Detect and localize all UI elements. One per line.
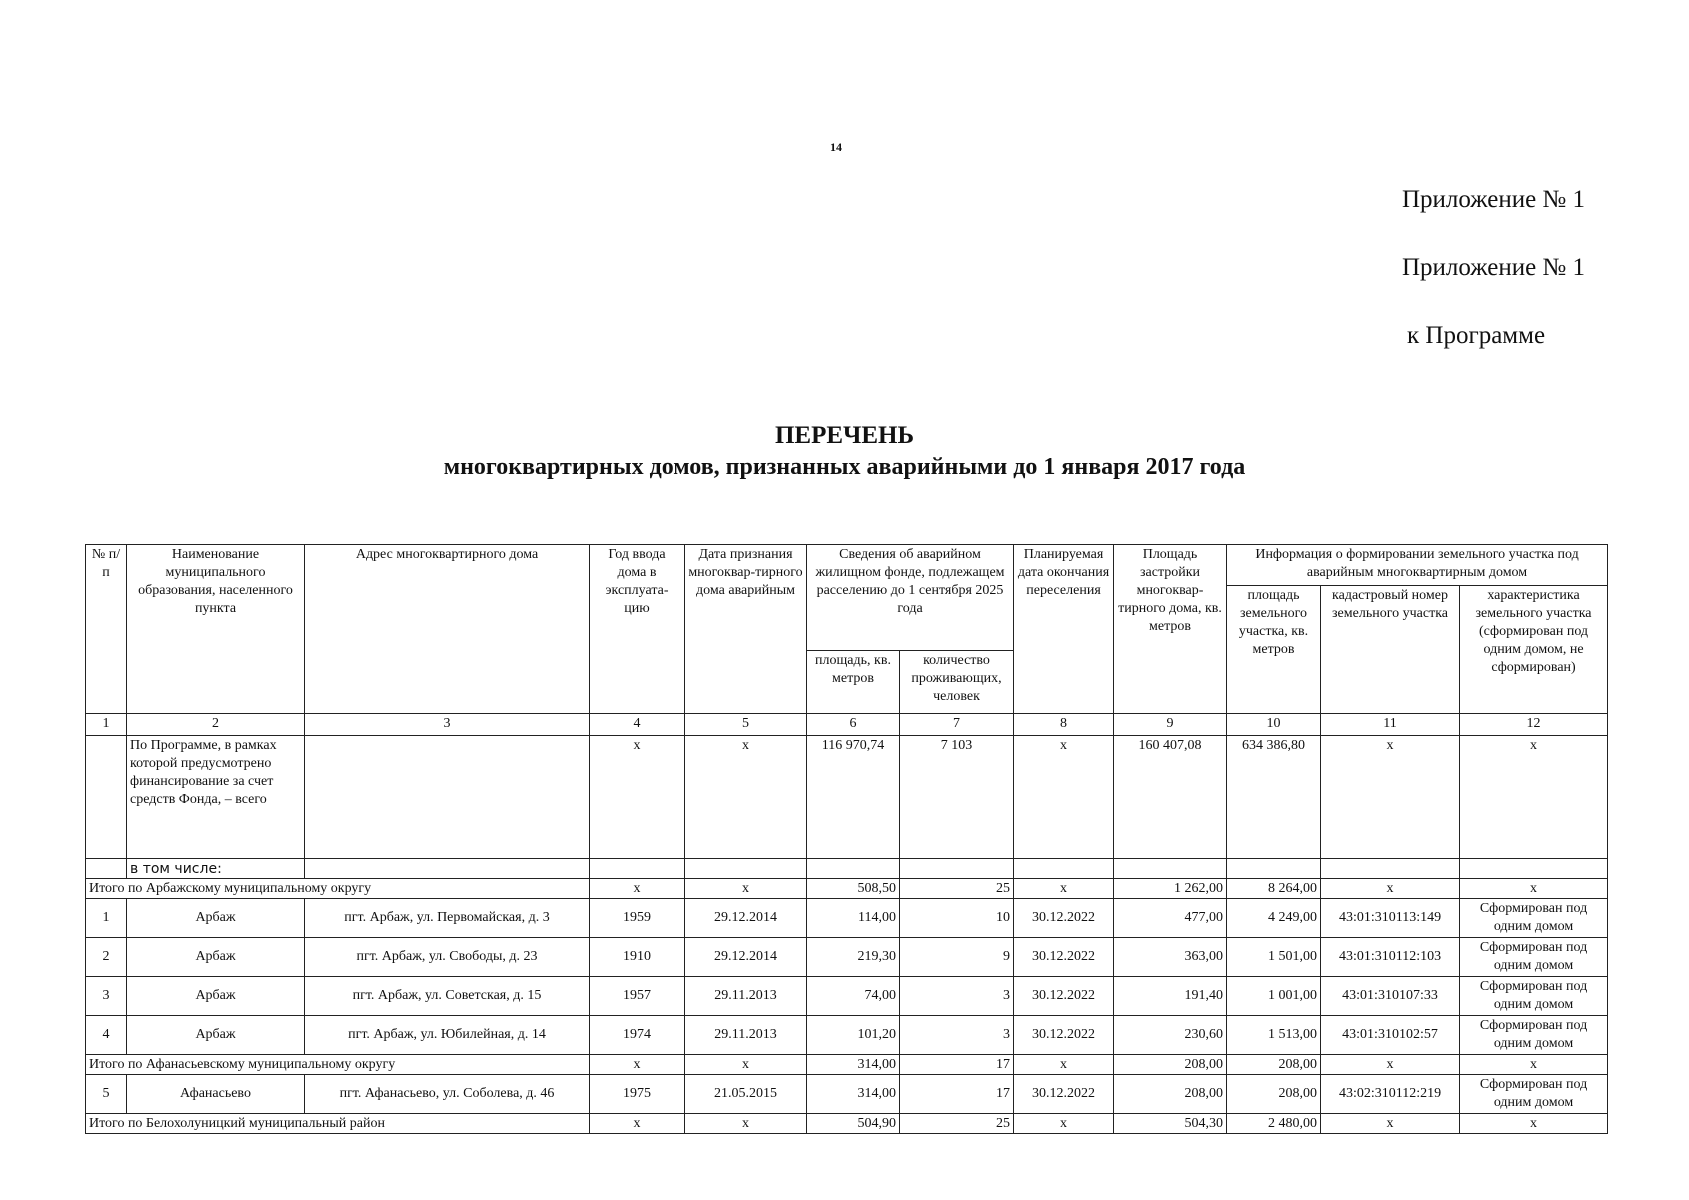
table-row [86,1016,1608,1055]
row-year: 1910 [590,938,685,977]
document-subtitle: многоквартирных домов, признанных аварийными до 1 января 2017 года [443,454,1246,480]
program-name: По Программе, в рамках которой предусмотрено финансирование за счет средств Фонда, – всего [127,736,305,859]
column-number: 1 [86,714,127,736]
row-land-area: 4 249,00 [1227,899,1321,938]
program-area: 116 970,74 [807,736,900,859]
page-number: 14 [830,140,842,154]
header-number: № п/п [86,545,127,714]
header-municipality: Наименование муниципального образования, населенного пункта [127,545,305,714]
row-settlement: Арбаж [127,977,305,1016]
row-characteristic: Сформирован под одним домом [1460,1016,1608,1055]
header-recognition-date: Дата признания многоквар-тирного дома аварийным [685,545,807,714]
row-cadastre: 43:02:310112:219 [1321,1075,1460,1114]
annex-label-2: Приложение № 1 [1402,254,1586,281]
row-people: 9 [900,938,1014,977]
row-date: 29.12.2014 [685,938,807,977]
row-plan-date: 30.12.2022 [1014,938,1114,977]
empty-cell [1114,859,1227,879]
total-people: 25 [900,879,1014,899]
column-number: 12 [1460,714,1608,736]
total-plan-date: х [1014,879,1114,899]
program-cadastre: х [1321,736,1460,859]
row-year: 1957 [590,977,685,1016]
row-settlement: Арбаж [127,1016,305,1055]
total-land-area: 2 480,00 [1227,1114,1321,1134]
header-year: Год ввода дома в эксплуата-цию [590,545,685,714]
total-area: 314,00 [807,1055,900,1075]
row-number: 5 [86,1075,127,1114]
total-cadastre: х [1321,879,1460,899]
column-number: 9 [1114,714,1227,736]
total-characteristic: х [1460,1114,1608,1134]
total-plan-date: х [1014,1114,1114,1134]
document-title: ПЕРЕЧЕНЬ [774,422,915,449]
row-area: 314,00 [807,1075,900,1114]
group-total-label: Итого по Белохолуницкий муниципальный район [86,1114,590,1134]
row-settlement: Арбаж [127,938,305,977]
row-land-area: 1 513,00 [1227,1016,1321,1055]
empty-cell [1321,859,1460,879]
row-settlement: Афанасьево [127,1075,305,1114]
total-date: х [685,1114,807,1134]
empty-cell [807,859,900,879]
program-land-area: 634 386,80 [1227,736,1321,859]
column-number-row [86,714,1608,736]
table-row [86,899,1608,938]
row-cadastre: 43:01:310107:33 [1321,977,1460,1016]
row-address: пгт. Арбаж, ул. Юбилейная, д. 14 [305,1016,590,1055]
column-number: 5 [685,714,807,736]
row-plan-date: 30.12.2022 [1014,977,1114,1016]
total-date: х [685,1055,807,1075]
group-total-row [86,879,1608,899]
row-number: 2 [86,938,127,977]
header-cadastre: кадастровый номер земельного участка [1321,586,1460,714]
program-date: х [685,736,807,859]
row-year: 1959 [590,899,685,938]
row-characteristic: Сформирован под одним домом [1460,977,1608,1016]
row-plan-date: 30.12.2022 [1014,1075,1114,1114]
row-build-area: 230,60 [1114,1016,1227,1055]
row-people: 17 [900,1075,1014,1114]
header-people: количество проживающих, человек [900,651,1014,714]
total-land-area: 208,00 [1227,1055,1321,1075]
total-year: х [590,1055,685,1075]
empty-cell [1227,859,1321,879]
row-address: пгт. Афанасьево, ул. Соболева, д. 46 [305,1075,590,1114]
including-number [86,859,127,879]
row-area: 114,00 [807,899,900,938]
row-people: 3 [900,977,1014,1016]
total-land-area: 8 264,00 [1227,879,1321,899]
header-characteristic: характеристика земельного участка (сформирован под одним домом, не сформирован) [1460,586,1608,714]
row-date: 29.12.2014 [685,899,807,938]
column-number: 3 [305,714,590,736]
total-build-area: 504,30 [1114,1114,1227,1134]
row-number: 3 [86,977,127,1016]
header-build-area: Площадь застройки многоквар-тирного дома, кв. метров [1114,545,1227,714]
row-address: пгт. Арбаж, ул. Советская, д. 15 [305,977,590,1016]
header-land-info: Информация о формировании земельного участка под аварийным многоквартирным домом [1227,545,1608,586]
row-cadastre: 43:01:310112:103 [1321,938,1460,977]
row-address: пгт. Арбаж, ул. Свободы, д. 23 [305,938,590,977]
annex-label-1: Приложение № 1 [1402,186,1586,213]
row-address: пгт. Арбаж, ул. Первомайская, д. 3 [305,899,590,938]
program-address [305,736,590,859]
annex-program-label: к Программе [1407,322,1546,349]
total-year: х [590,879,685,899]
row-people: 10 [900,899,1014,938]
including-label: в том числе: [127,859,305,879]
row-build-area: 477,00 [1114,899,1227,938]
row-area: 101,20 [807,1016,900,1055]
row-people: 3 [900,1016,1014,1055]
empty-cell [1014,859,1114,879]
total-build-area: 208,00 [1114,1055,1227,1075]
total-cadastre: х [1321,1055,1460,1075]
column-number: 6 [807,714,900,736]
row-number: 1 [86,899,127,938]
empty-cell [685,859,807,879]
table-row [86,938,1608,977]
row-build-area: 363,00 [1114,938,1227,977]
row-date: 21.05.2015 [685,1075,807,1114]
row-land-area: 208,00 [1227,1075,1321,1114]
program-build-area: 160 407,08 [1114,736,1227,859]
group-total-row [86,1114,1608,1134]
row-year: 1974 [590,1016,685,1055]
table-header-row [86,545,1608,586]
group-total-row [86,1055,1608,1075]
row-cadastre: 43:01:310113:149 [1321,899,1460,938]
column-number: 11 [1321,714,1460,736]
row-plan-date: 30.12.2022 [1014,899,1114,938]
empty-cell [305,859,590,879]
program-year: х [590,736,685,859]
column-number: 8 [1014,714,1114,736]
column-number: 4 [590,714,685,736]
header-area: площадь, кв. метров [807,651,900,714]
row-build-area: 208,00 [1114,1075,1227,1114]
row-build-area: 191,40 [1114,977,1227,1016]
group-total-label: Итого по Арбажскому муниципальному округу [86,879,590,899]
row-date: 29.11.2013 [685,1016,807,1055]
program-characteristic: х [1460,736,1608,859]
row-area: 219,30 [807,938,900,977]
row-characteristic: Сформирован под одним домом [1460,1075,1608,1114]
row-settlement: Арбаж [127,899,305,938]
row-cadastre: 43:01:310102:57 [1321,1016,1460,1055]
column-number: 10 [1227,714,1321,736]
total-build-area: 1 262,00 [1114,879,1227,899]
including-row [86,859,1608,879]
row-date: 29.11.2013 [685,977,807,1016]
header-land-area: площадь земельного участка, кв. метров [1227,586,1321,714]
column-number: 7 [900,714,1014,736]
program-people: 7 103 [900,736,1014,859]
total-year: х [590,1114,685,1134]
row-number: 4 [86,1016,127,1055]
program-number [86,736,127,859]
total-people: 25 [900,1114,1014,1134]
empty-cell [900,859,1014,879]
total-characteristic: х [1460,879,1608,899]
row-land-area: 1 001,00 [1227,977,1321,1016]
header-address: Адрес многоквартирного дома [305,545,590,714]
column-number: 2 [127,714,305,736]
table-row [86,977,1608,1016]
row-year: 1975 [590,1075,685,1114]
empty-cell [590,859,685,879]
empty-cell [1460,859,1608,879]
program-plan-date: х [1014,736,1114,859]
total-characteristic: х [1460,1055,1608,1075]
row-characteristic: Сформирован под одним домом [1460,899,1608,938]
row-plan-date: 30.12.2022 [1014,1016,1114,1055]
row-characteristic: Сформирован под одним домом [1460,938,1608,977]
program-total-row [86,736,1608,859]
row-area: 74,00 [807,977,900,1016]
row-land-area: 1 501,00 [1227,938,1321,977]
total-people: 17 [900,1055,1014,1075]
header-housing-info: Сведения об аварийном жилищном фонде, подлежащем расселению до 1 сентября 2025 года [807,545,1014,651]
total-date: х [685,879,807,899]
group-total-label: Итого по Афанасьевскому муниципальному округу [86,1055,590,1075]
header-planned-date: Планируемая дата окончания переселения [1014,545,1114,714]
total-plan-date: х [1014,1055,1114,1075]
total-area: 504,90 [807,1114,900,1134]
total-cadastre: х [1321,1114,1460,1134]
total-area: 508,50 [807,879,900,899]
emergency-housing-table [85,544,1608,1134]
table-row [86,1075,1608,1114]
